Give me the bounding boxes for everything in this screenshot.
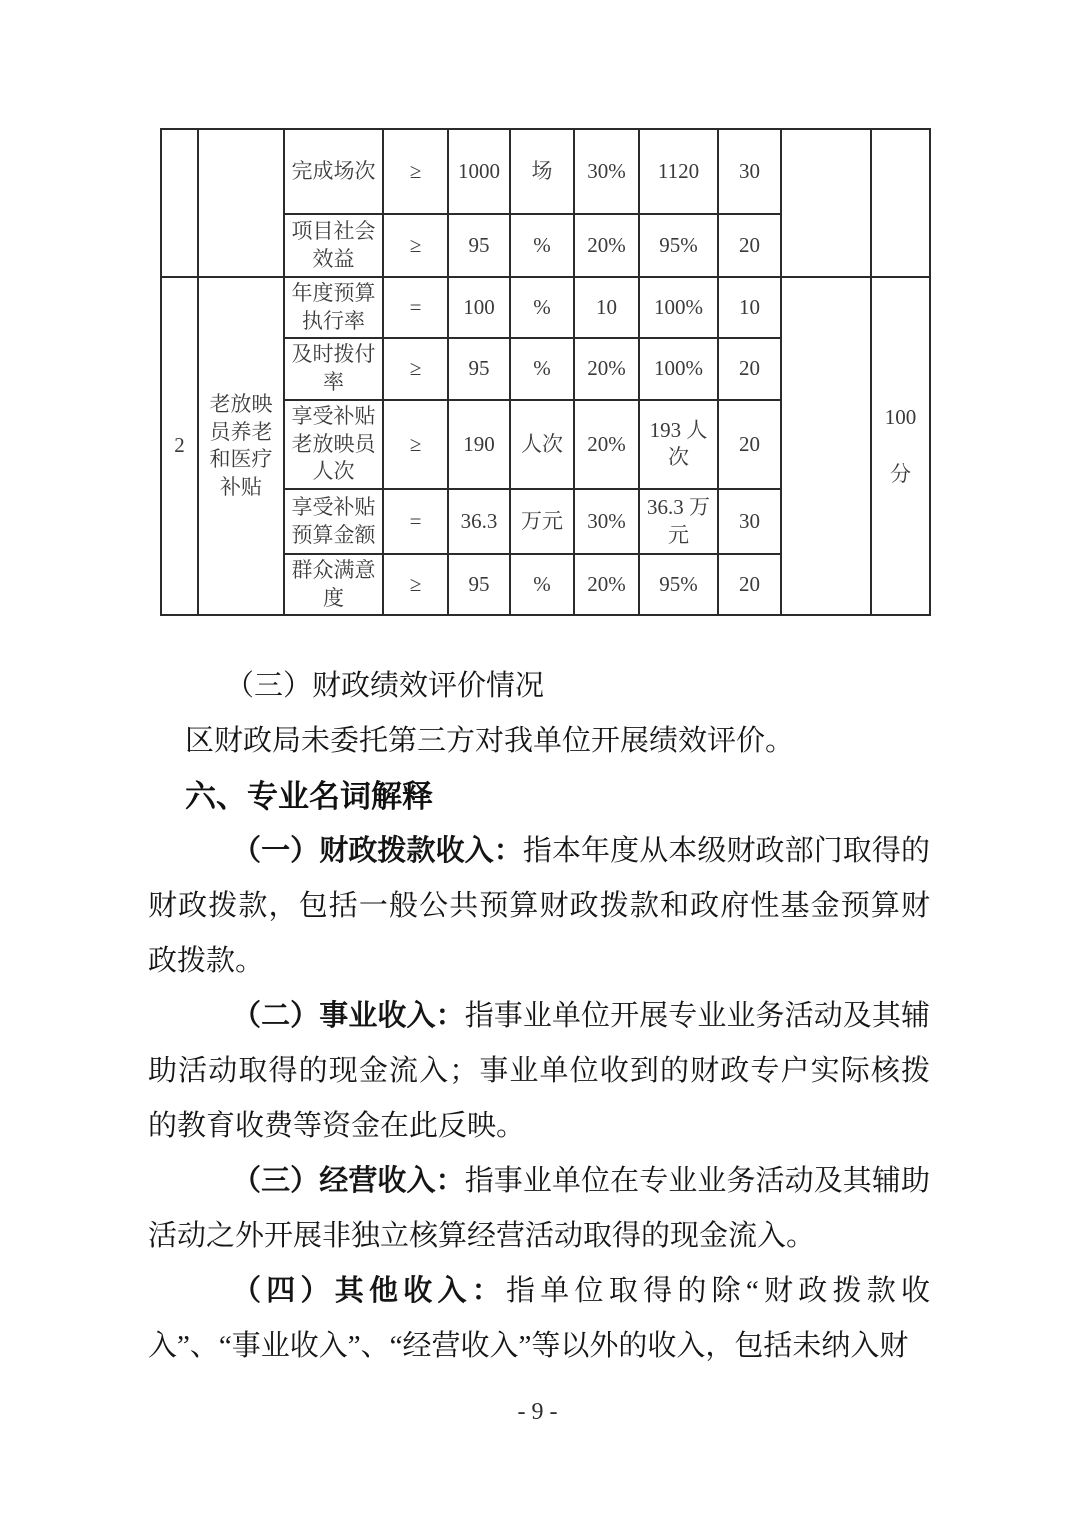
spacer-cell [781, 129, 871, 277]
weight-cell: 20% [574, 400, 639, 489]
operator-cell: ≥ [383, 338, 448, 399]
project-name-cell-empty [198, 129, 284, 277]
total-score-unit: 分 [890, 462, 911, 487]
weight-cell: 20% [574, 214, 639, 277]
unit-cell: % [510, 338, 574, 399]
actual-value-cell: 95% [639, 554, 718, 615]
operator-cell: = [383, 277, 448, 338]
target-value-cell: 1000 [448, 129, 510, 214]
actual-value-cell: 36.3 万元 [639, 489, 718, 554]
term-text-1: 指本年度从本级财政部门取得的财政拨款，包括一般公共预算财政拨款和政府性基金预算财政拨款。 [148, 835, 930, 977]
table-row [161, 129, 930, 214]
evaluation-paragraph: 区财政局未委托第三方对我单位开展绩效评价。 [185, 725, 795, 757]
score-cell: 30 [718, 489, 781, 554]
target-value-cell: 95 [448, 338, 510, 399]
spacer-cell [781, 277, 871, 615]
operator-cell: ≥ [383, 554, 448, 615]
unit-cell: % [510, 214, 574, 277]
term-text-4: 指单位取得的除“财政拨款收入”、“事业收入”、“经营收入”等以外的收入，包括未纳入财 [148, 1275, 930, 1362]
actual-value-cell: 100% [639, 338, 718, 399]
indicator-cell: 群众满意度 [284, 554, 383, 615]
target-value-cell: 36.3 [448, 489, 510, 554]
unit-cell: % [510, 277, 574, 338]
weight-cell: 20% [574, 554, 639, 615]
score-cell: 30 [718, 129, 781, 214]
project-number-cell-empty [161, 129, 198, 277]
weight-cell: 30% [574, 129, 639, 214]
performance-indicator-table [160, 128, 931, 616]
weight-cell: 20% [574, 338, 639, 399]
unit-cell: 场 [510, 129, 574, 214]
target-value-cell: 190 [448, 400, 510, 489]
page-number: - 9 - [517, 1399, 558, 1425]
weight-cell: 10 [574, 277, 639, 338]
indicator-cell: 完成场次 [284, 129, 383, 214]
weight-cell: 30% [574, 489, 639, 554]
operator-cell: ≥ [383, 214, 448, 277]
total-score-value: 100 [884, 404, 917, 429]
score-cell: 10 [718, 277, 781, 338]
term-paragraph-3 [148, 1154, 930, 1264]
actual-value-cell: 1120 [639, 129, 718, 214]
unit-cell: 人次 [510, 400, 574, 489]
target-value-cell: 95 [448, 554, 510, 615]
actual-value-cell: 193 人次 [639, 400, 718, 489]
target-value-cell: 100 [448, 277, 510, 338]
term-paragraph-1 [148, 824, 930, 989]
term-lead-3: （三）经营收入： [232, 1165, 465, 1197]
indicator-cell: 享受补贴老放映员人次 [284, 400, 383, 489]
term-lead-1: （一）财政拨款收入： [232, 835, 523, 867]
indicator-cell: 项目社会效益 [284, 214, 383, 277]
term-lead-4: （四）其他收入： [232, 1275, 507, 1307]
project-name-cell: 老放映员养老和医疗补贴 [198, 277, 284, 615]
indicator-cell: 及时拨付率 [284, 338, 383, 399]
actual-value-cell: 100% [639, 277, 718, 338]
unit-cell: % [510, 554, 574, 615]
score-cell: 20 [718, 338, 781, 399]
term-lead-2: （二）事业收入： [232, 1000, 465, 1032]
unit-cell: 万元 [510, 489, 574, 554]
project-number-cell: 2 [161, 277, 198, 615]
operator-cell: ≥ [383, 129, 448, 214]
actual-value-cell: 95% [639, 214, 718, 277]
term-text-3: 指事业单位在专业业务活动及其辅助活动之外开展非独立核算经营活动取得的现金流入。 [148, 1165, 930, 1252]
body-text [148, 659, 930, 1374]
subsection-heading-three: （三）财政绩效评价情况 [225, 670, 545, 702]
indicator-cell: 享受补贴预算金额 [284, 489, 383, 554]
target-value-cell: 95 [448, 214, 510, 277]
section-heading-six: 六、专业名词解释 [185, 779, 433, 814]
operator-cell: ≥ [383, 400, 448, 489]
score-cell: 20 [718, 400, 781, 489]
term-paragraph-2 [148, 989, 930, 1154]
score-cell: 20 [718, 554, 781, 615]
term-text-2: 指事业单位开展专业业务活动及其辅助活动取得的现金流入；事业单位收到的财政专户实际核拨的教育收费等资金在此反映。 [148, 1000, 930, 1142]
indicator-cell: 年度预算执行率 [284, 277, 383, 338]
operator-cell: = [383, 489, 448, 554]
total-score-cell-empty [871, 129, 930, 277]
table-row [161, 277, 930, 338]
term-paragraph-4 [148, 1264, 930, 1374]
score-cell: 20 [718, 214, 781, 277]
total-score-cell [871, 277, 930, 615]
